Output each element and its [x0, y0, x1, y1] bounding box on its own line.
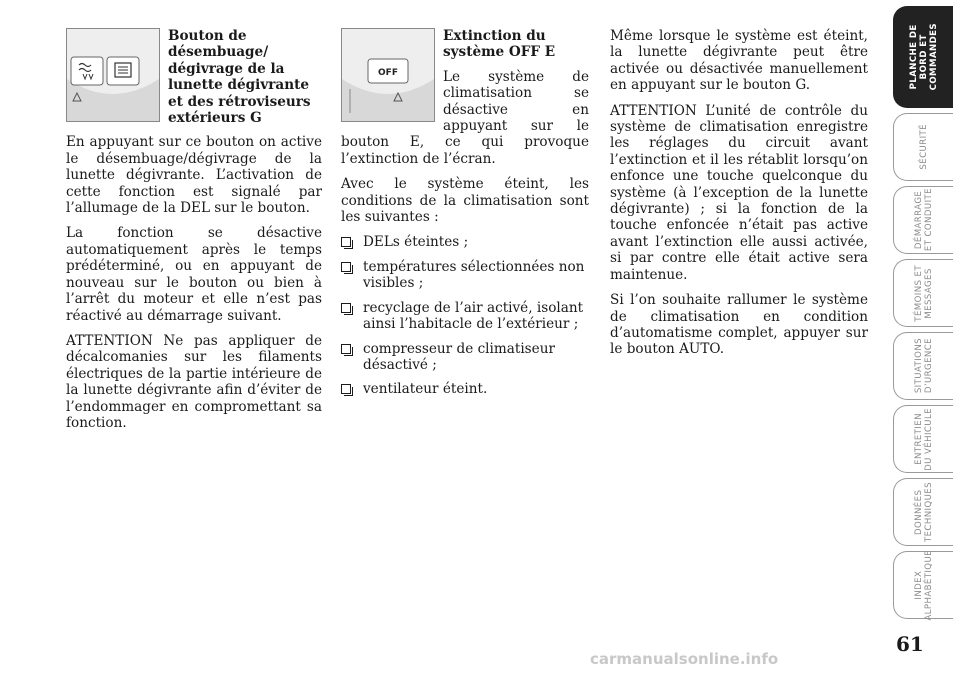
list-item: recyclage de l’air activé, isolant ainsi l’habitacle de l’extérieur ;: [341, 300, 589, 333]
defrost-button-illustration: [66, 28, 160, 122]
checkbox-icon: [341, 384, 351, 394]
chapter-tabs: [893, 6, 953, 624]
off-panel-icon: [342, 29, 434, 121]
list-item: DELs éteintes ;: [341, 234, 589, 250]
tab-demarrage[interactable]: DÉMARRAGE ET CONDUITE: [893, 186, 953, 254]
checkbox-icon: [341, 262, 351, 272]
paragraph: Même lorsque le système est éteint, la lunette dégivrante peut être activée ou désactivée manuellement en appuyant sur le bouton G.: [610, 28, 868, 94]
list-item: ventilateur éteint.: [341, 381, 589, 397]
off-button-illustration: [341, 28, 435, 122]
tab-donnees-techniques[interactable]: DONNÉES TECHNIQUES: [893, 478, 953, 546]
warning-paragraph: ATTENTION L’unité de contrôle du système de climatisation enregistre les réglages du circuit avant l’extinction et il les rétablit lorsqu’on enfonce une touche quelconque du système (à l’exception de la lunette dégivrante) ; si la fonction de la touche enfoncée n’était pas active avant l’extinction elle aussi activée, si par contre elle était active sera maintenue.: [610, 102, 868, 283]
paragraph: En appuyant sur ce bouton on active le désembuage/dégivrage de la lunette dégivrante. L’activation de cette fonction est signalé par l’allumage de la DEL sur le bouton.: [66, 134, 322, 217]
checkbox-icon: [341, 237, 351, 247]
off-label: OFF: [378, 68, 398, 78]
list-item: compresseur de climatiseur désactivé ;: [341, 341, 589, 374]
column-left: [66, 28, 322, 440]
checkbox-icon: [341, 303, 351, 313]
tab-entretien[interactable]: ENTRETIEN DU VÉHICULE: [893, 405, 953, 473]
warning-paragraph: ATTENTION Ne pas appliquer de décalcomanies sur les filaments électriques de la partie intérieure de la lunette dégivrante afin d’éviter de l’endommager en compromettant sa fonction.: [66, 332, 322, 431]
watermark: carmanualsonline.info: [590, 650, 779, 668]
paragraph: Avec le système éteint, les conditions de la climatisation sont les suivantes :: [341, 176, 589, 226]
paragraph: Le système de climatisation se désactive en appuyant sur le bouton E, ce qui provoque l’extinction de l’écran.: [341, 68, 589, 167]
tab-index[interactable]: INDEX ALPHABÉTIQUE: [893, 551, 953, 619]
page-number: 61: [896, 632, 924, 656]
tab-planche-de-bord[interactable]: PLANCHE DE BORD ET COMMANDES: [893, 6, 953, 108]
defrost-panel-icon: [67, 29, 159, 121]
column-right: [610, 28, 868, 367]
conditions-list: [341, 234, 589, 397]
section-heading-off: Extinction du système OFF E: [443, 28, 556, 61]
tab-situations-urgence[interactable]: SITUATIONS D’URGENCE: [893, 332, 953, 400]
paragraph: La fonction se désactive automatiquement après le temps prédéterminé, ou en appuyant de nouveau sur le bouton ou bien à l’arrêt du moteur et elle n’est pas réactivé au démarrage suivant.: [66, 225, 322, 324]
tab-temoins[interactable]: TÉMOINS ET MESSAGES: [893, 259, 953, 327]
section-heading-defrost: Bouton de désembuage/ dégivrage de la lunette dégivrante et des rétroviseurs extérieurs G: [168, 28, 311, 127]
tab-securite[interactable]: SÉCURITÉ: [893, 113, 953, 181]
column-middle: [341, 28, 589, 406]
checkbox-icon: [341, 344, 351, 354]
paragraph: Si l’on souhaite rallumer le système de climatisation en condition d’automatisme complet, appuyer sur le bouton AUTO.: [610, 292, 868, 358]
list-item: températures sélectionnées non visibles ;: [341, 259, 589, 292]
